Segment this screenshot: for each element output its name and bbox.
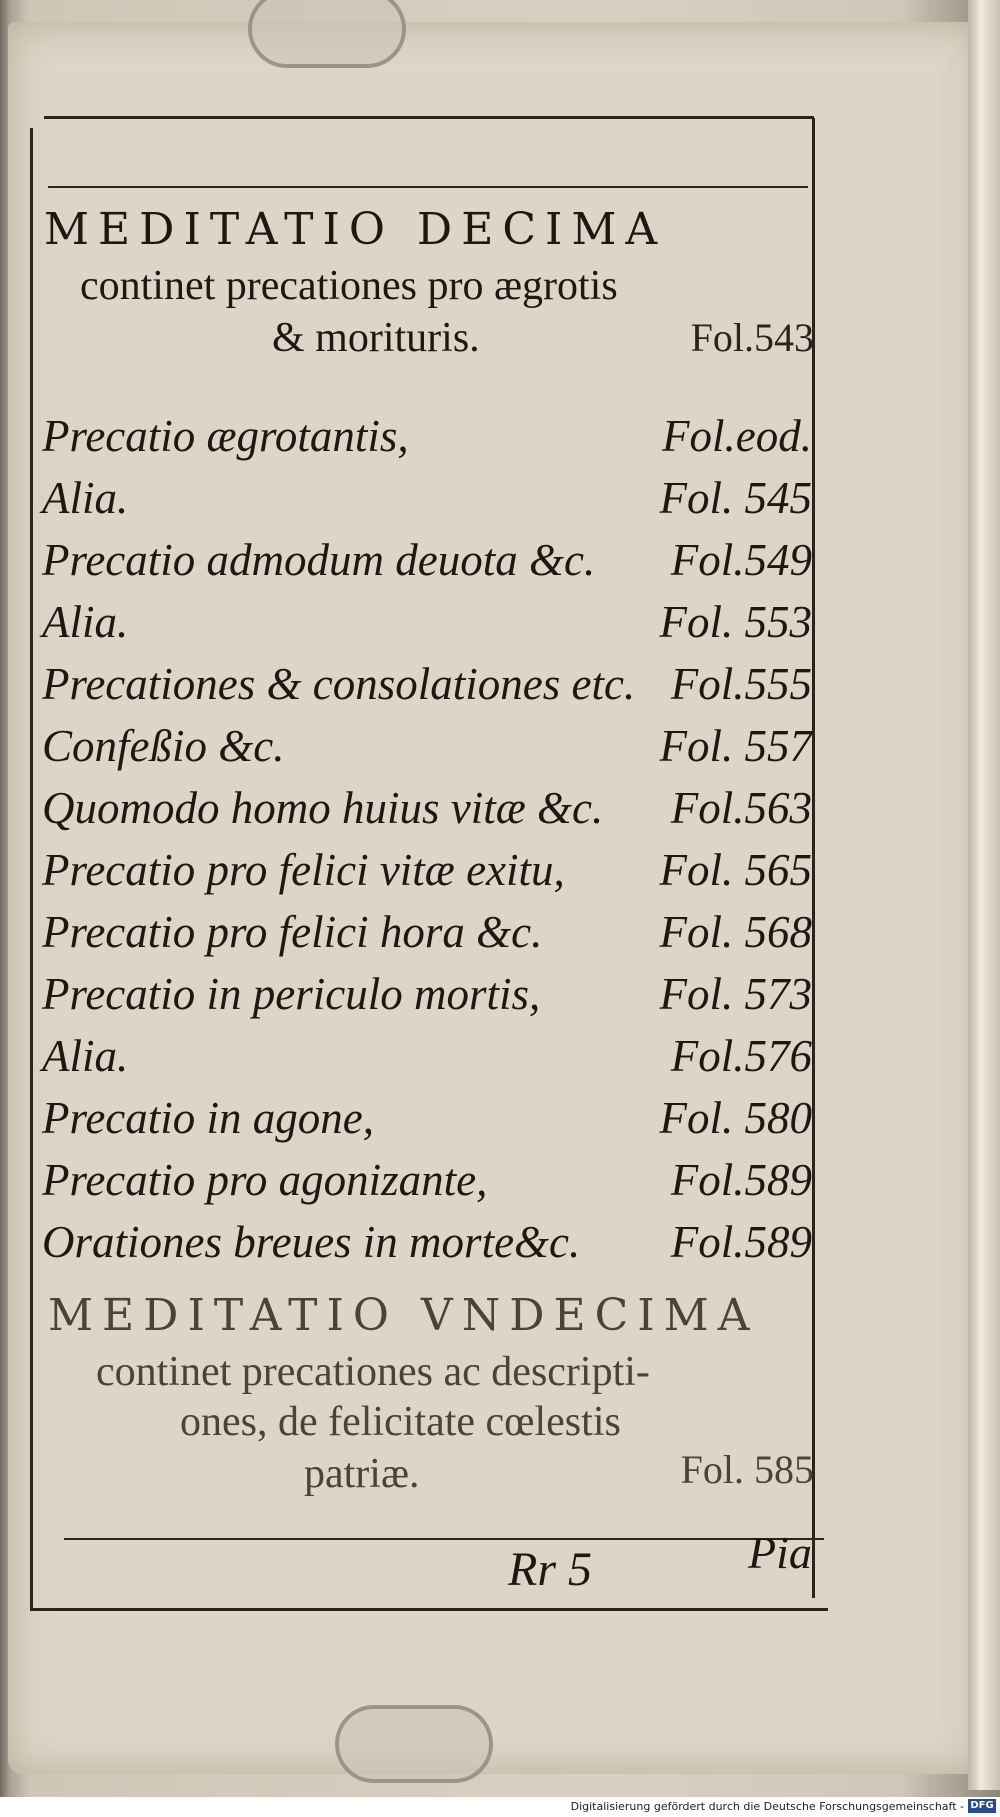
top-rule [44, 116, 814, 119]
signature-mark: Rr 5 [508, 1543, 592, 1596]
entry-title: Confeßio &c. [42, 721, 285, 771]
sub-rule [48, 186, 808, 188]
entry-folio: Fol.589 [670, 1155, 812, 1205]
entry-folio: Fol.589 [670, 1217, 812, 1267]
entry-title: Precatio pro felici vitæ exitu, [42, 845, 565, 895]
page-edge [968, 0, 1000, 1790]
section-10-fol: Fol.543 [690, 315, 814, 360]
entry-title: Alia. [42, 1031, 129, 1081]
section-11-fol: Fol. 585 [680, 1447, 814, 1492]
entry-title: Precatio pro agonizante, [42, 1155, 488, 1205]
dfg-logo-icon: DFG [968, 1799, 996, 1813]
section-10-line2: & morituris. [272, 315, 480, 361]
entry-title: Precationes & consolationes etc. [42, 659, 636, 709]
entry-folio: Fol. 557 [659, 721, 812, 771]
section-11-line3: patriæ. [304, 1451, 420, 1497]
entry-title: Alia. [42, 473, 129, 523]
catchword: Pia [748, 1527, 812, 1578]
bottom-clip [335, 1705, 493, 1783]
entry-folio: Fol. 545 [659, 473, 812, 523]
foot-rule [64, 1538, 824, 1540]
entry-title: Precatio pro felici hora &c. [42, 907, 543, 957]
entry-title: Precatio in periculo mortis, [42, 969, 541, 1019]
entry-title: Precatio in agone, [42, 1093, 375, 1143]
entry-folio: Fol.549 [670, 535, 812, 585]
entry-folio: Fol.576 [670, 1031, 812, 1081]
entry-title: Quomodo homo huius vitæ &c. [42, 783, 604, 833]
entry-title: Precatio admodum deuota &c. [42, 535, 596, 585]
section-11-heading: MEDITATIO VNDECIMA [48, 1290, 759, 1341]
entry-folio: Fol.555 [670, 659, 812, 709]
entry-title: Precatio ægrotantis, [42, 411, 409, 461]
entry-folio: Fol. 580 [659, 1093, 812, 1143]
entry-folio: Fol. 573 [659, 969, 812, 1019]
footer-credit: Digitalisierung gefördert durch die Deutsche Forschungsgemeinschaft - [570, 1800, 964, 1813]
section-10-line1: continet precationes pro ægrotis [80, 263, 618, 309]
entry-folio: Fol. 568 [659, 907, 812, 957]
entry-folio: Fol.eod. [662, 411, 812, 461]
entry-title: Alia. [42, 597, 129, 647]
top-clip [248, 0, 406, 68]
entry-folio: Fol. 565 [659, 845, 812, 895]
entry-title: Orationes breues in morte&c. [42, 1217, 581, 1267]
entry-folio: Fol.563 [670, 783, 812, 833]
section-10-heading: MEDITATIO DECIMA [44, 204, 667, 255]
section-11-line2: ones, de felicitate cœlestis [180, 1399, 621, 1445]
section-11-line1: continet precationes ac descripti- [96, 1349, 650, 1395]
entry-folio: Fol. 553 [659, 597, 812, 647]
